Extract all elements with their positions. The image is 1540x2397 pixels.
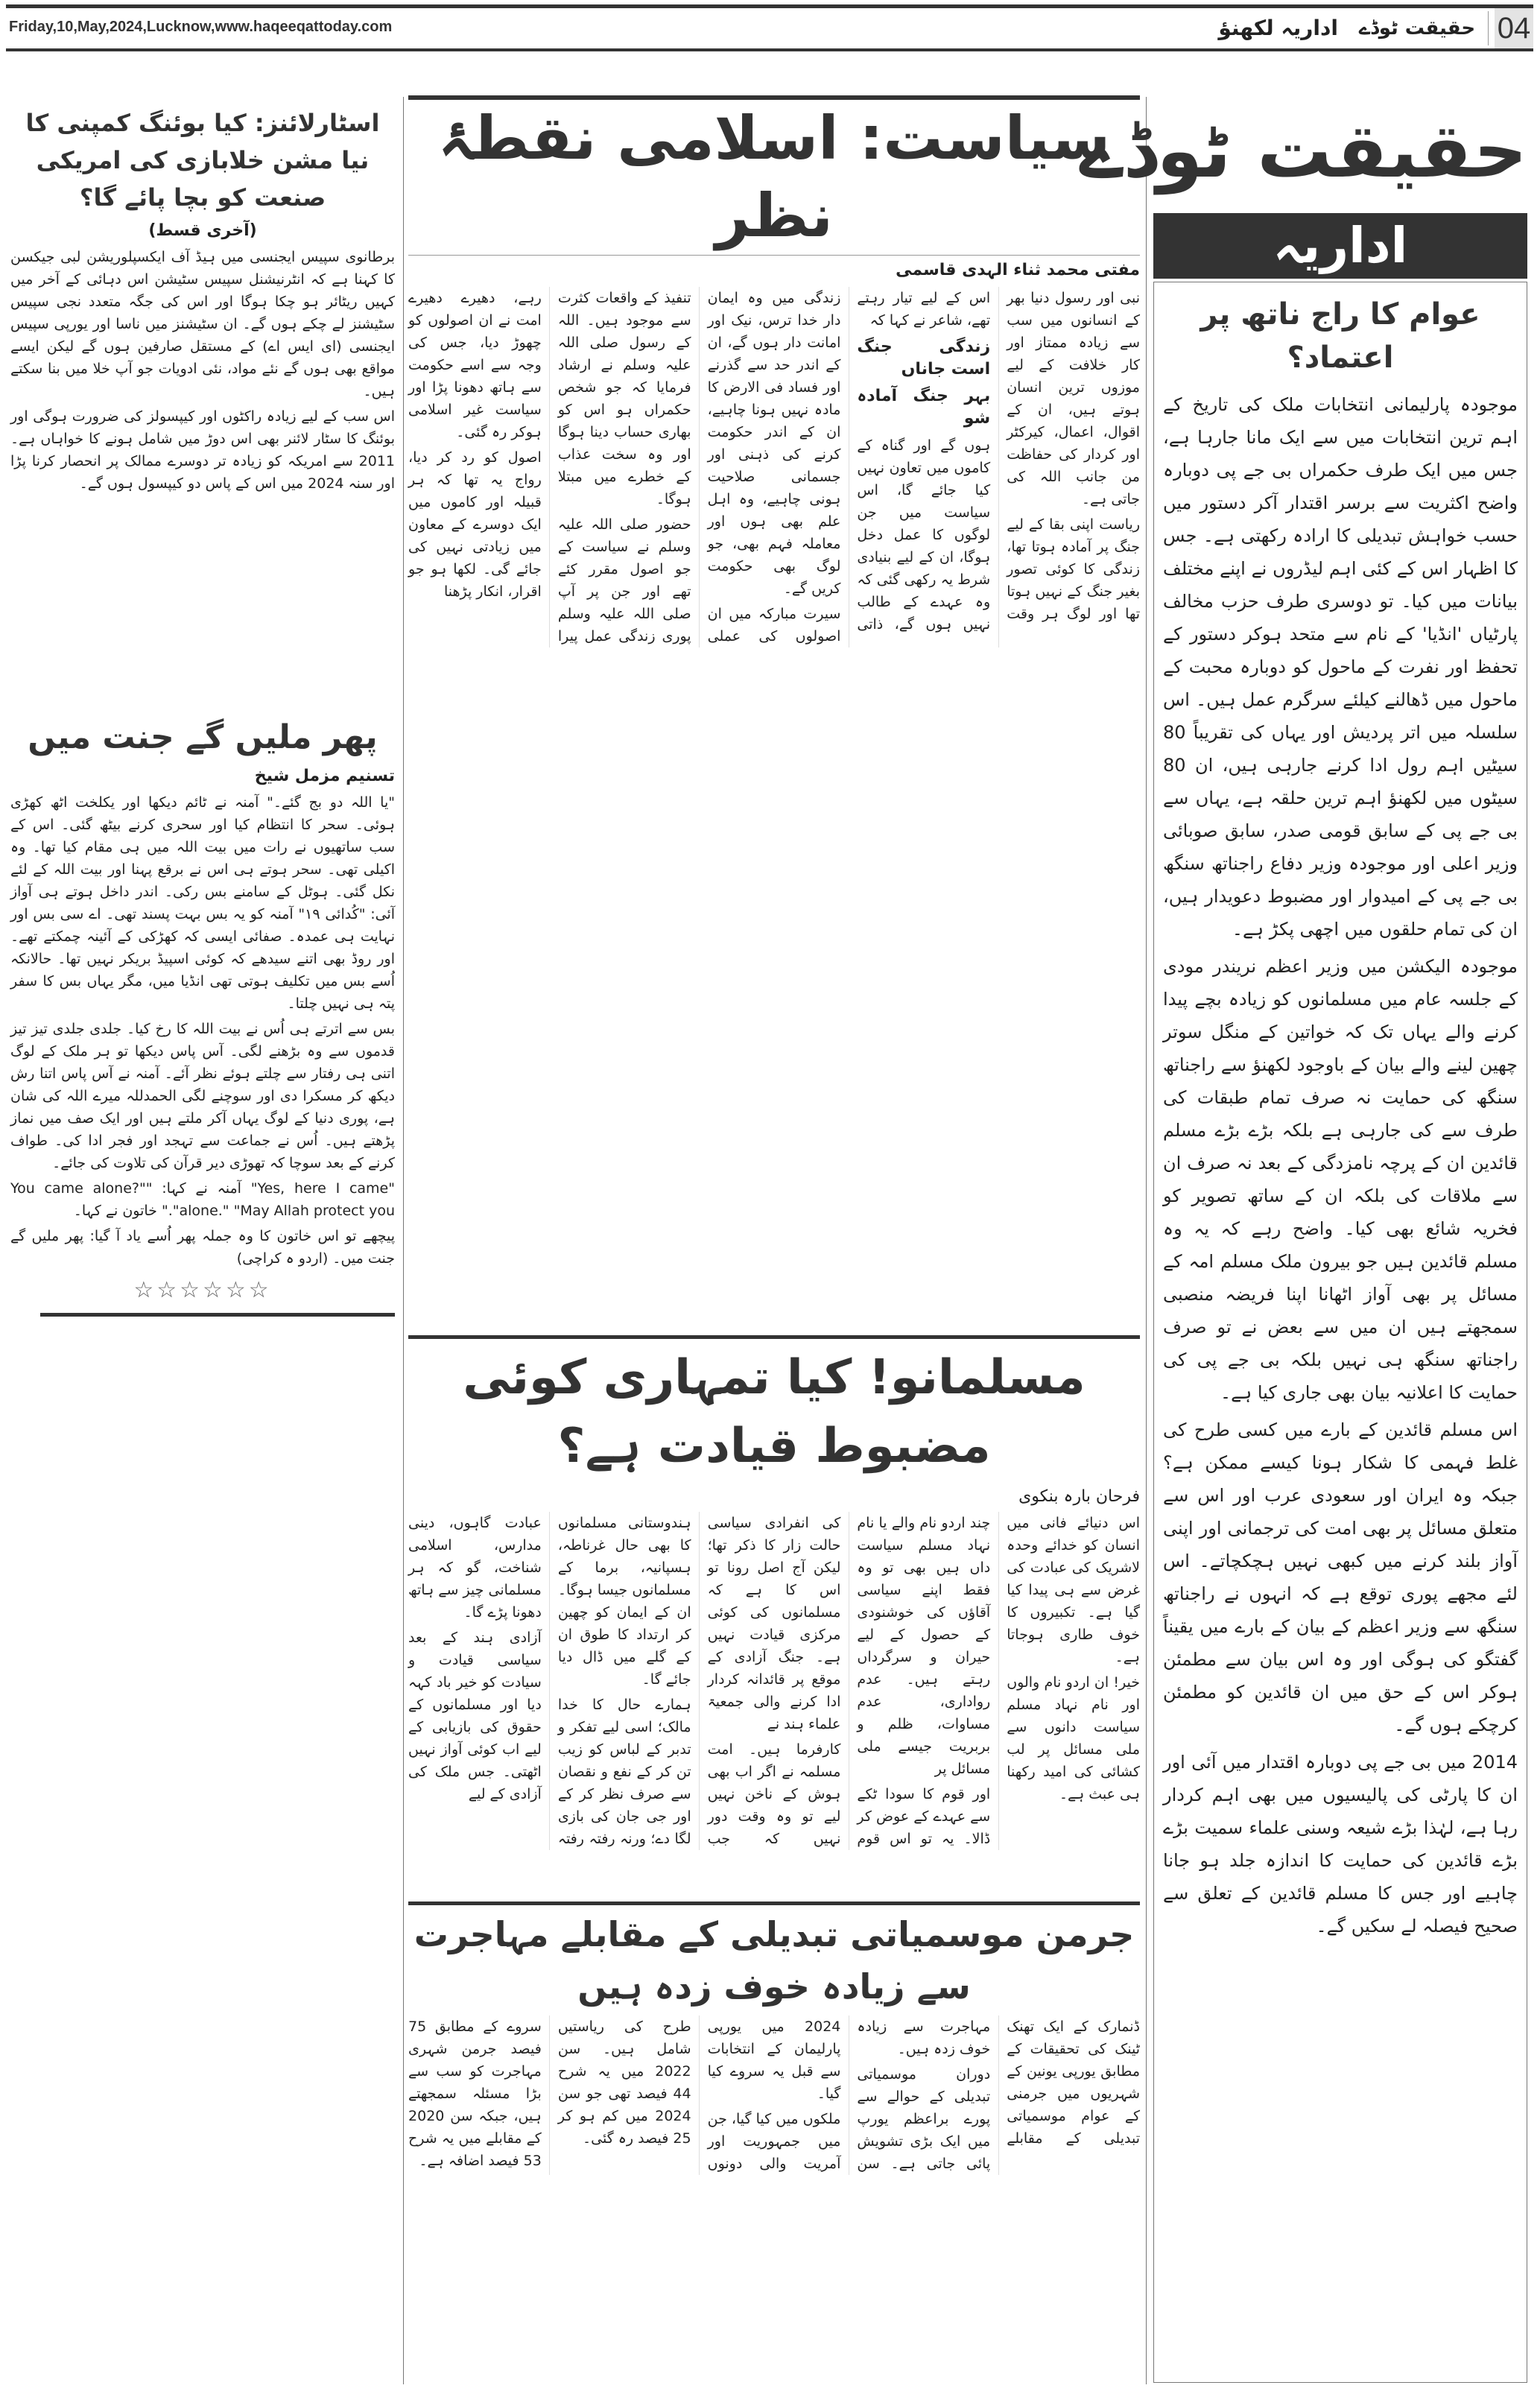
jannat-headline: پھر ملیں گے جنت میں xyxy=(28,718,378,756)
starliner-article xyxy=(10,104,395,714)
article-paragraph: "Yes, here I came" آمنہ نے کہا: "You came alone?" "alone." "May Allah protect you." خاتون نے کہا۔ xyxy=(10,1180,395,1219)
leadership-headline: مسلمانو! کیا تمہاری کوئی مضبوط قیادت ہے؟ xyxy=(463,1350,1086,1474)
starliner-body xyxy=(10,246,395,495)
politics-byline: مفتی محمد ثناء الہدی قاسمی xyxy=(896,261,1140,279)
masthead-logo: حقیقت ٹوڈے xyxy=(1080,107,1527,194)
page-number: 04 xyxy=(1495,8,1533,48)
rule xyxy=(408,255,1140,256)
article-paragraph: سروے کے مطابق 75 فیصد جرمن شہری مہاجرت کو سب سے بڑا مسئلہ سمجھتے ہیں، جبکہ سن 2020 کے مقابلے میں یہ شرح 53 فیصد اضافہ ہے۔ xyxy=(408,2018,542,2169)
climate-headline: جرمن موسمیاتی تبدیلی کے مقابلے مہاجرت سے زیادہ خوف زدہ ہیں xyxy=(413,1914,1135,2007)
article-paragraph: موجودہ الیکشن میں وزیر اعظم نریندر مودی کے جلسہ عام میں مسلمانوں کو زیادہ بچے پیدا کرنے والے یہاں تک کہ خواتین کے منگل سوتر چھین لینے والے بیان کے باوجود لکھنؤ سے راجناتھ سنگھ کی حمایت نہ صرف تمام طبقات کی طرف سے کی جارہی ہے بلکہ بڑے بڑے مسلم قائدین ان کے پرچہ نامزدگی کے بعد نہ صرف ان سے ملاقات کی بلکہ ان کے ساتھ تصویر کو فخریہ شائع بھی کیا۔ واضح رہے کہ یہ وہ مسلم قائدین ہیں جو بیرون ملک مسلم امہ کے مسائل پر بھی آواز اٹھانا اپنا فریضہ منصبی سمجھتے ہیں ان میں سے بعض نے تو صرف راجناتھ سنگھ ہی نہیں بلکہ بی جے پی کی حمایت کا اعلانیہ بیان بھی جاری کیا ہے۔ xyxy=(1163,956,1518,1403)
article-paragraph: اس دنیائے فانی میں انسان کو خدائے وحدہ لاشریک کی عبادت کی غرض سے ہی پیدا کیا گیا ہے۔ تکبیروں کا خوف طاری ہوجاتا ہے۔ xyxy=(1007,1515,1140,1665)
page-header xyxy=(6,4,1533,51)
starliner-headline: اسٹارلائنز: کیا بوئنگ کمپنی کا نیا مشن خلابازی کی امریکی صنعت کو بچا پائے گا؟ xyxy=(25,109,380,212)
end-mark: ☆☆☆☆☆☆ xyxy=(133,1277,272,1303)
politics-article xyxy=(408,95,1140,1335)
leadership-body xyxy=(408,1512,1140,1850)
leadership-article xyxy=(408,1335,1140,1902)
section-name: اداریہ لکھنؤ xyxy=(1218,16,1338,40)
article-paragraph: ملکوں میں کیا گیا، جن میں جمہوریت اور آمریت والی دونوں طرح کی ریاستیں شامل ہیں۔ سن 2022 میں یہ شرح 44 فیصد تھی جو سن 2024 میں کم ہو کر 25 فیصد رہ گئی۔ xyxy=(557,2018,841,2172)
article-paragraph: پیچھے تو اس خاتون کا وہ جملہ پھر اُسے یاد آ گیا: پھر ملیں گے جنت میں۔ (اردو ہ کراچی) xyxy=(10,1228,395,1267)
rule xyxy=(40,1313,395,1317)
politics-headline: سیاست: اسلامی نقطۂ نظر xyxy=(437,104,1111,250)
article-paragraph: موجودہ پارلیمانی انتخابات ملک کی تاریخ کے اہم ترین انتخابات میں سے ایک مانا جارہا ہے، جس میں ایک طرف حکمراں بی جے پی دوبارہ واضح اکثریت سے برسر اقتدار آکر دستور میں حسب خواہش تبدیلی کا ارادہ رکھتی ہے۔ جس کا اظہار اس کے کئی اہم لیڈروں نے اپنے مختلف بیانات میں کیا۔ تو دوسری طرف حزب مخالف پارٹیاں 'انڈیا' کے نام سے متحد ہوکر دستور کے تحفظ اور نفرت کے ماحول کو دوبارہ محبت کے ماحول میں ڈھالنے کیلئے سرگرم عمل ہیں۔ اس سلسلہ میں اتر پردیش اور یہاں کی تقریباً 80 سیٹیں اہم رول ادا کرنے جارہی ہیں، ان 80 سیٹوں میں لکھنؤ اہم ترین حلقہ ہے، یہاں سے بی جے پی کے سابق قومی صدر، سابق صوبائی وزیر اعلی اور موجودہ وزیر دفاع راجناتھ سنگھ بی جے پی کے امیدوار اور مضبوط دعویدار ہیں، ان کی تمام حلقوں میں اچھی پکڑ ہے۔ xyxy=(1163,394,1518,940)
article-paragraph: دوران موسمیاتی تبدیلی کے حوالے سے پورے براعظم یورپ میں ایک بڑی تشویش پائی جاتی ہے۔ سن 2024 میں یورپی پارلیمان کے انتخابات سے قبل یہ سروے کیا گیا۔ xyxy=(707,2018,991,2172)
politics-body xyxy=(408,287,1140,647)
climate-body xyxy=(408,2016,1140,2175)
article-paragraph: اس سب کے لیے زیادہ راکٹوں اور کیپسولز کی ضرورت ہوگی اور بوئنگ کا سٹار لائنر بھی اس دوڑ میں شامل ہونے کا خواہاں ہے۔ 2011 سے امریکہ کو زیادہ تر دوسرے ممالک پر انحصار کرنا پڑا اور سنہ 2024 میں اس کے پاس دو کیپسول ہوں گے۔ xyxy=(10,408,395,492)
installment-label: (آخری قسط) xyxy=(148,221,257,240)
leadership-byline: فرحان بارہ بنکوی xyxy=(1018,1487,1140,1506)
rule xyxy=(408,1902,1140,1905)
article-paragraph: اس مسلم قائدین کے بارے میں کسی طرح کی غلط فہمی کا شکار ہونا کیسے ممکن ہے؟ جبکہ وہ ایران اور سعودی عرب اور اس سے متعلق مسائل پر بھی امت کی ترجمانی اور اپنی آواز بلند کرنے میں کبھی نہیں ہچکچاتے۔ اس لئے مجھے پوری توقع ہے کہ انہوں نے راجناتھ سنگھ سے وزیر اعظم کے بیان کے بارے میں یقیناً گفتگو کی ہوگی اور وہ اس بیان سے مطمئن ہوکر اس کے حق میں ان قائدین کو مطمئن کرچکے ہوں گے۔ xyxy=(1163,1419,1518,1735)
article-paragraph: نبی اور رسول دنیا بھر کے انسانوں میں سب سے زیادہ ممتاز اور کار خلافت کے لیے موزوں ترین انسان ہوتے ہیں، ان کے اقوال، اعمال، کیرکٹر اور کردار کی حفاظت من جانب اللہ کی جاتی ہے۔ xyxy=(1007,290,1140,507)
article-paragraph: "یا اللہ دو بج گئے۔" آمنہ نے ٹائم دیکھا اور یکلخت اٹھ کھڑی ہوئی۔ سحر کا انتظام کیا اور سحری کرنے بیٹھ گئی۔ اس کے سب ساتھیوں نے رات میں بیت اللہ میں ہی مقام کیا تھا۔ وہ اکیلی تھی۔ سحر ہوتے ہی اس نے برقع پہنا اور بیت اللہ کے لئے نکل گئی۔ ہوٹل کے سامنے بس رکی۔ اندر داخل ہوتے ہی آواز آئی: "کُدائی ۱۹" آمنہ کو یہ بس بہت پسند تھی۔ اے سی بس اور نہایت ہی عمدہ۔ صفائی ایسی کہ کھڑکی کے آئینہ چمکتے تھے۔ اور روڈ بھی اتنے سیدھے کہ کوئی اسپیڈ بریکر نہیں تھا۔ حالانکہ اُسے بس میں تکلیف ہوتی تھی انڈیا میں، مگر یہاں بس کا سفر پتہ ہی نہیں چلتا۔ xyxy=(10,794,396,1012)
article-paragraph: اصول کو رد کر دیا، رواج یہ تھا کہ ہر قبیلہ اور کاموں میں ایک دوسرے کے معاون میں زیادتی نہیں کی جائے گی۔ لکھا ہو جو اقرار، انکار پڑھنا xyxy=(408,449,542,600)
editorial-column xyxy=(1080,95,1527,2383)
date-line: Friday,10,May,2024,Lucknow,www.haqeeqattoday.com xyxy=(9,19,393,35)
jannat-article xyxy=(10,714,395,1317)
politics-subhead: زندگی جنگ است جاناں xyxy=(857,338,991,379)
article-paragraph: ریاست اپنی بقا کے لیے جنگ پر آمادہ ہوتا تھا، زندگی کا کوئی تصور بغیر جنگ کے نہیں ہوتا تھا اور لوگ ہر وقت اس کے لیے تیار رہتے تھے، شاعر نے کہا کہ xyxy=(857,290,1140,622)
left-column xyxy=(10,104,395,1317)
rule xyxy=(408,1335,1140,1339)
jannat-byline: تسنیم مزمل شیخ xyxy=(254,767,395,785)
editorial-body xyxy=(1163,388,1518,1942)
article-paragraph: خیر! ان اردو نام والوں اور نام نہاد مسلم سیاست دانوں سے ملی مسائل پر لب کشائی کی امید رکھنا ہی عبث ہے۔ xyxy=(1007,1674,1140,1802)
climate-article xyxy=(408,1902,1140,2175)
article-paragraph: سیرت مبارکہ میں ان اصولوں کی عملی تنفیذ کے واقعات کثرت سے موجود ہیں۔ اللہ کے رسول صلی اللہ علیہ وسلم نے ارشاد فرمایا کہ جو شخص حکمراں ہو اس کو بھاری حساب دینا ہوگا اور وہ سخت عذاب کے خطرے میں مبتلا ہوگا۔ xyxy=(557,290,841,645)
editorial-headline: عوام کا راج ناتھ پر اعتماد؟ xyxy=(1200,297,1480,375)
article-paragraph: حضور صلی اللہ علیہ وسلم نے سیاست کے جو اصول مقرر کئے تھے اور جن پر آپ صلی اللہ علیہ وسلم پوری زندگی عمل پیرا رہے، دھیرے دھیرے امت نے ان اصولوں کو چھوڑ دیا، جس کی وجہ سے اسے حکومت سے ہاتھ دھونا پڑا اور سیاست غیر اسلامی ہوکر رہ گئی۔ xyxy=(408,290,691,645)
paper-logo-small: حقیقت ٹوڈے xyxy=(1346,11,1489,45)
editorial-banner: اداریہ xyxy=(1153,213,1527,279)
column-divider xyxy=(403,97,404,2384)
article-paragraph: 2014 میں بی جے پی دوبارہ اقتدار میں آئی اور ان کا پارٹی کی پالیسیوں میں بھی اہم کردار رہا ہے، لہٰذا بڑے شیعہ وسنی علماء سمیت بڑے بڑے قائدین کی حمایت کا اندازہ جلد ہو جانا چاہیے اور جس کا مسلم قائدین کے تعلق سے صحیح فیصلہ لے سکیں گے۔ xyxy=(1163,1752,1518,1937)
article-paragraph: کارفرما ہیں۔ امت مسلمہ نے اگر اب بھی ہوش کے ناخن نہیں لیے تو وہ وقت دور نہیں کہ جب ہندوستانی مسلمانوں کا بھی حال غرناطہ، ہسپانیہ، برما کے مسلمانوں جیسا ہوگا۔ ان کے ایمان کو چھین کر ارتداد کا طوق ان کے گلے میں ڈال دیا جائے گا۔ xyxy=(557,1515,841,1847)
article-paragraph: چند اردو نام والے یا نام نہاد مسلم سیاست داں ہیں بھی تو وہ فقط اپنے سیاسی آقاؤں کی خوشنودی کے حصول کے لیے حیران و سرگرداں رہتے ہیں۔ عدم رواداری، عدم مساوات، ظلم و بربریت جیسے ملی مسائل پر xyxy=(857,1515,991,1777)
column-divider xyxy=(1146,97,1147,2384)
editorial-box xyxy=(1153,282,1527,2383)
article-paragraph: برطانوی سپیس ایجنسی میں ہیڈ آف ایکسپلوریشن لبی جیکسن کا کہنا ہے کہ انٹرنیشنل سپیس سٹیشن اس دہائی کے آخر میں کہیں ریٹائر ہو چکا ہوگا اور اس کی جگہ متعدد نجی سپیس سٹیشنز لے چکے ہوں گے۔ ان سٹیشنز میں ناسا اور یورپی سپیس ایجنسی (ای ایس اے) کے مستقل صارفین ہوں گے لیکن ایسے مواقع بھی ہوں گے نئے مواد، نئی ادویات جو آپ خلا میں بنا سکتے ہیں۔ xyxy=(10,249,395,399)
jannat-body xyxy=(10,791,395,1270)
politics-subhead: بہر جنگ آمادہ شو xyxy=(857,387,991,428)
article-paragraph: ہوں گے اور گناہ کے کاموں میں تعاون نہیں کیا جائے گا، اس سیاست میں جن لوگوں کا عمل دخل ہوگا، ان کے لیے بنیادی شرط یہ رکھی گئی کہ وہ عہدے کے طالب نہیں ہوں گے، ذاتی زندگی میں وہ ایمان دار خدا ترس، نیک اور امانت دار ہوں گے، ان کے اندر حد سے گذرنے اور فساد فی الارض کا مادہ نہیں ہونا چاہیے، ان کے اندر حکومت کرنے کی ذہنی اور جسمانی صلاحیت ہونی چاہیے، وہ اہل علم بھی ہوں اور معاملہ فہم بھی، جو لوگ بھی حکومت کریں گے۔ xyxy=(707,290,991,633)
middle-column xyxy=(408,95,1140,2175)
article-paragraph: ہمارے حال کا خدا مالک؛ اسی لیے تفکر و تدبر کے لباس کو زیب تن کر کے نفع و نقصان سے صرف نظر کر کے اور جی جان کی بازی لگا دے؛ ورنہ رفتہ رفتہ عبادت گاہوں، دینی مدارس، اسلامی شناخت، گو کہ ہر مسلمانی چیز سے ہاتھ دھونا پڑے گا۔ xyxy=(408,1515,691,1847)
article-paragraph: آزادی ہند کے بعد سیاسی قیادت و سیادت کو خیر باد کہہ دیا اور مسلمانوں کے حقوق کی بازیابی کے لیے اب کوئی آواز نہیں اٹھتی۔ جس ملک کی آزادی کے لیے xyxy=(408,1630,542,1802)
article-paragraph: ڈنمارک کے ایک تھنک ٹینک کی تحقیقات کے مطابق یورپی یونین کے شہریوں میں جرمنی کے عوام موسمیاتی تبدیلی کے مقابلے مہاجرت سے زیادہ خوف زدہ ہیں۔ xyxy=(857,2018,1140,2147)
article-paragraph: اور قوم کا سودا ٹکے سے عہدے کے عوض کر ڈالا۔ یہ تو اس قوم کی انفرادی سیاسی حالت زار کا ذکر تھا؛ لیکن آج اصل رونا تو اس کا ہے کہ مسلمانوں کی کوئی مرکزی قیادت نہیں ہے۔ جنگ آزادی کے موقع پر قائدانہ کردار ادا کرنے والی جمعیۃ علماء ہند نے xyxy=(707,1515,991,1847)
article-paragraph: بس سے اترتے ہی اُس نے بیت اللہ کا رخ کیا۔ جلدی جلدی تیز تیز قدموں سے وہ بڑھنے لگی۔ آس پاس دیکھا تو ہر ملک کے لوگ اتنی ہی رفتار سے چلتے ہوئے نظر آئے۔ آمنہ نے آس پاس اتنا رش دیکھ کر مسکرا دی اور سوچنے لگی الحمدللہ میرے اللہ کی شان ہے، پوری دنیا کے لوگ یہاں آکر ملتے ہیں اور ایک صف میں نماز پڑھتے ہیں۔ اُس نے جماعت سے تہجد اور فجر ادا کی۔ طواف کرنے کے بعد سوچا کہ تھوڑی دیر قرآن کی تلاوت کی جائے۔ xyxy=(10,1021,395,1171)
